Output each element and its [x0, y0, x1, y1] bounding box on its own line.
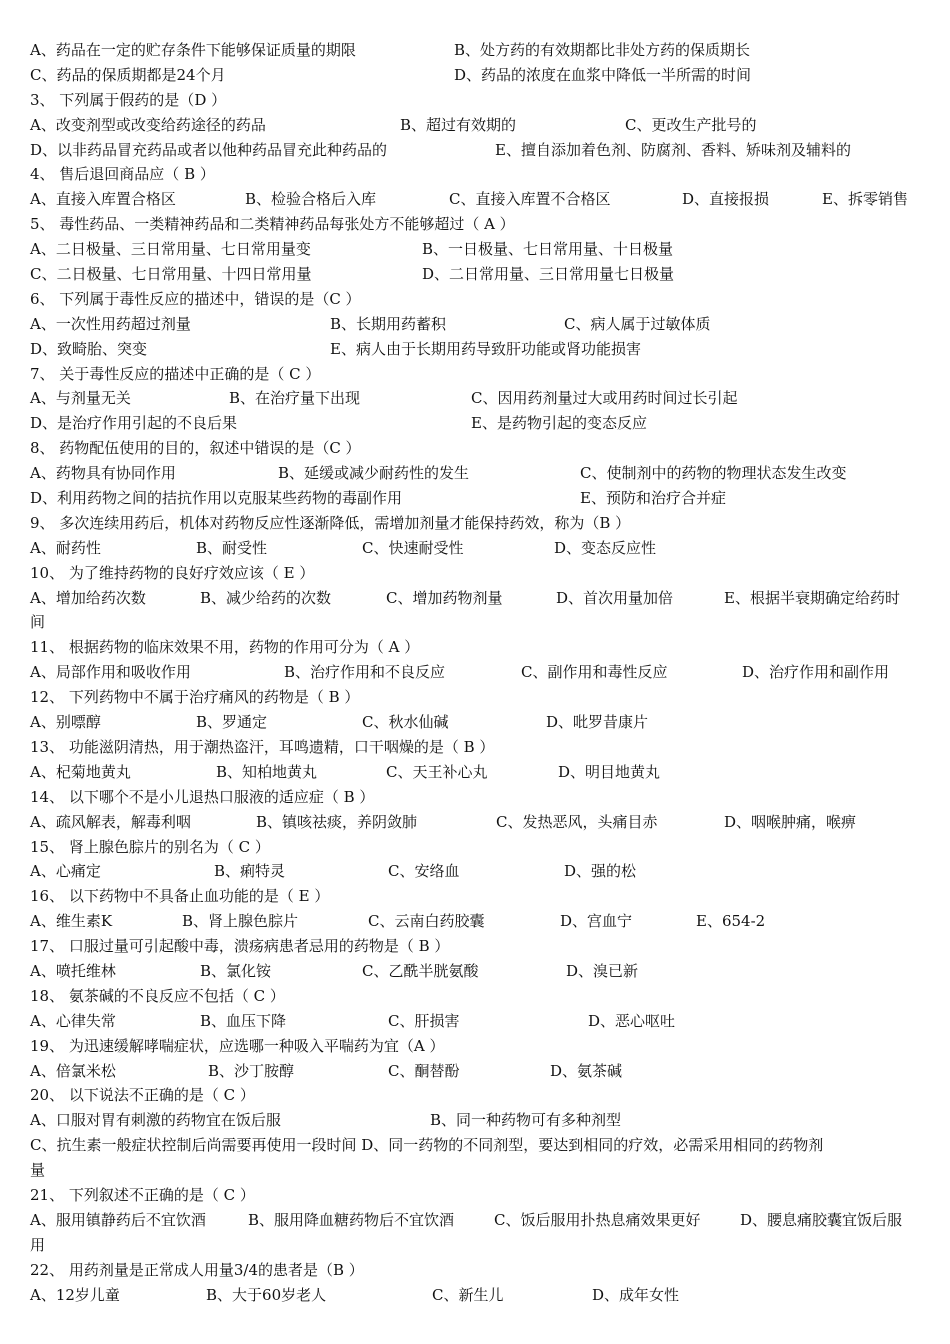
text-segment: A、改变剂型或改变给药途径的药品	[30, 115, 266, 134]
text-segment: C、新生儿	[432, 1285, 504, 1304]
text-line	[30, 1034, 922, 1059]
text-line	[30, 735, 922, 760]
text-line	[30, 262, 922, 287]
text-segment: D、利用药物之间的拮抗作用以克服某些药物的毒副作用	[30, 489, 403, 508]
text-segment: B、长期用药蓄积	[330, 314, 447, 333]
text-segment: C、安络血	[388, 862, 460, 881]
text-segment: C、发热恶风，头痛目赤	[496, 812, 658, 831]
text-segment: 4、 售后退回商品应（ B ）	[30, 165, 215, 184]
text-segment: B、减少给药的次数	[200, 588, 332, 607]
text-segment: C、肝损害	[388, 1011, 460, 1030]
text-line	[30, 88, 922, 113]
text-segment: B、服用降血糖药物后不宜饮酒	[248, 1210, 455, 1229]
text-segment: C、天王补心丸	[386, 762, 488, 781]
text-segment: 13、 功能滋阴清热，用于潮热盗汗，耳鸣遗精，口干咽燥的是（ B ）	[30, 737, 495, 756]
text-line	[30, 934, 922, 959]
text-line	[30, 586, 922, 611]
text-line	[30, 1059, 922, 1084]
text-segment: A、心痛定	[30, 862, 101, 881]
text-segment: B、镇咳祛痰，养阴敛肺	[256, 812, 418, 831]
text-segment: A、药物具有协同作用	[30, 464, 176, 483]
text-line	[30, 859, 922, 884]
text-line	[30, 561, 922, 586]
text-line	[30, 884, 922, 909]
text-segment: 15、 肾上腺色腙片的别名为（ C ）	[30, 837, 270, 856]
text-segment: A、杞菊地黄丸	[30, 762, 131, 781]
text-segment: C、因用药剂量过大或用药时间过长引起	[471, 389, 738, 408]
text-segment: B、检验合格后入库	[245, 190, 377, 209]
text-segment: A、口服对胃有刺激的药物宜在饭后服	[30, 1111, 281, 1130]
text-line	[30, 486, 922, 511]
text-segment: A、与剂量无关	[30, 389, 131, 408]
text-segment: 20、 以下说法不正确的是（ C ）	[30, 1086, 255, 1105]
text-segment: D、成年女性	[592, 1285, 680, 1304]
text-line	[30, 38, 922, 63]
text-segment: A、心律失常	[30, 1011, 116, 1030]
text-segment: E、预防和治疗合并症	[580, 489, 726, 508]
text-segment: B、一日极量、七日常用量、十日极量	[422, 240, 674, 259]
text-line	[30, 337, 922, 362]
text-line	[30, 162, 922, 187]
text-line	[30, 760, 922, 785]
text-segment: 3、 下列属于假药的是（D ）	[30, 90, 227, 109]
text-segment: A、药品在一定的贮存条件下能够保证质量的期限	[30, 41, 356, 59]
text-line	[30, 835, 922, 860]
text-segment: A、二日极量、三日常用量、七日常用量变	[30, 240, 311, 259]
text-segment: C、云南白药胶囊	[368, 912, 485, 931]
text-segment: B、同一种药物可有多种剂型	[430, 1111, 622, 1130]
text-segment: D、二日常用量、三日常用量七日极量	[422, 265, 675, 284]
text-segment: D、明目地黄丸	[558, 762, 661, 781]
text-segment: D、吡罗昔康片	[546, 713, 649, 732]
text-segment: 14、 以下哪个不是小儿退热口服液的适应症（ B ）	[30, 787, 375, 806]
text-segment: E、擅自添加着色剂、防腐剂、香料、矫味剂及辅料的	[495, 140, 851, 159]
text-segment: A、增加给药次数	[30, 588, 146, 607]
text-segment: D、强的松	[564, 862, 637, 881]
text-segment: D、咽喉肿痛，喉痹	[724, 812, 857, 831]
text-segment: A、局部作用和吸收作用	[30, 663, 191, 682]
text-line	[30, 362, 922, 387]
text-line	[30, 113, 922, 138]
text-segment: D、是治疗作用引起的不良后果	[30, 414, 238, 433]
text-segment: 21、 下列叙述不正确的是（ C ）	[30, 1185, 255, 1204]
text-line	[30, 436, 922, 461]
text-segment: B、血压下降	[200, 1011, 287, 1030]
text-segment: C、直接入库置不合格区	[449, 190, 611, 209]
text-segment: 16、 以下药物中不具备止血功能的是（ E ）	[30, 887, 330, 906]
text-segment: E、病人由于长期用药导致肝功能或肾功能损害	[330, 339, 641, 358]
text-segment: C、饭后服用扑热息痛效果更好	[494, 1210, 701, 1229]
text-line	[30, 187, 922, 212]
text-line	[30, 1183, 922, 1208]
text-line	[30, 1009, 922, 1034]
text-segment: 22、 用药剂量是正常成人用量3/4的患者是（B ）	[30, 1260, 364, 1279]
text-segment: B、氯化铵	[200, 961, 272, 980]
text-segment: B、知柏地黄丸	[216, 762, 318, 781]
text-segment: 18、 氨茶碱的不良反应不包括（ C ）	[30, 986, 285, 1005]
text-segment: 8、 药物配伍使用的目的，叙述中错误的是（C ）	[30, 439, 361, 458]
text-segment: B、治疗作用和不良反应	[284, 663, 446, 682]
text-line	[30, 287, 922, 312]
text-segment: B、大于60岁老人	[206, 1285, 327, 1304]
text-segment: A、维生素K	[30, 912, 113, 931]
text-segment: C、药品的保质期都是24个月	[30, 65, 226, 84]
text-line	[30, 536, 922, 561]
text-segment: D、致畸胎、突变	[30, 339, 148, 358]
text-line	[30, 1083, 922, 1108]
text-segment: D、以非药品冒充药品或者以他种药品冒充此种药品的	[30, 140, 388, 159]
text-segment: A、耐药性	[30, 538, 101, 557]
text-segment: E、拆零销售	[822, 190, 908, 209]
text-segment: D、恶心呕吐	[588, 1011, 676, 1030]
text-segment: 6、 下列属于毒性反应的描述中，错误的是（C ）	[30, 289, 361, 308]
text-segment: B、在治疗量下出现	[229, 389, 361, 408]
text-line	[30, 660, 922, 685]
text-line	[30, 1258, 922, 1283]
text-segment: B、延缓或减少耐药性的发生	[278, 464, 470, 483]
text-line	[30, 1208, 922, 1233]
text-segment: A、别嘌醇	[30, 713, 101, 732]
text-segment: E、654-2	[696, 912, 766, 931]
text-segment: B、耐受性	[196, 538, 268, 557]
text-line	[30, 785, 922, 810]
text-segment: 19、 为迅速缓解哮喘症状，应选哪一种吸入平喘药为宜（A ）	[30, 1036, 445, 1055]
text-segment: C、乙酰半胱氨酸	[362, 961, 479, 980]
text-line	[30, 511, 922, 536]
text-line	[30, 1233, 922, 1258]
text-line	[30, 312, 922, 337]
text-segment: 11、 根据药物的临床效果不用，药物的作用可分为（ A ）	[30, 638, 420, 657]
text-line	[30, 138, 922, 163]
text-line	[30, 63, 922, 88]
text-segment: D、溴已新	[566, 961, 639, 980]
text-segment: A、直接入库置合格区	[30, 190, 176, 209]
text-segment: C、病人属于过敏体质	[564, 314, 711, 333]
text-segment: A、一次性用药超过剂量	[30, 314, 191, 333]
text-line	[30, 1283, 922, 1308]
text-segment: B、痢特灵	[214, 862, 286, 881]
text-segment: E、根据半衰期确定给药时	[724, 588, 900, 607]
text-segment: D、治疗作用和副作用	[742, 663, 890, 682]
text-segment: 量	[30, 1161, 46, 1180]
text-segment: 12、 下列药物中不属于治疗痛风的药物是（ B ）	[30, 688, 360, 707]
text-segment: C、酮替酚	[388, 1061, 460, 1080]
text-segment: D、药品的浓度在血浆中降低一半所需的时间	[454, 65, 752, 84]
text-segment: C、抗生素一般症状控制后尚需要再使用一段时间 D、同一药物的不同剂型，要达到相同的疗效，必需采用相同的药物剂	[30, 1136, 824, 1155]
text-line	[30, 237, 922, 262]
text-segment: D、腰息痛胶囊宜饭后服	[740, 1210, 903, 1229]
text-segment: 间	[30, 613, 46, 632]
text-segment: A、服用镇静药后不宜饮酒	[30, 1210, 206, 1229]
text-line	[30, 461, 922, 486]
text-segment: 5、 毒性药品、一类精神药品和二类精神药品每张处方不能够超过（ A ）	[30, 215, 515, 234]
exam-document	[30, 38, 922, 1307]
text-segment: A、疏风解表，解毒利咽	[30, 812, 191, 831]
text-line	[30, 610, 922, 635]
text-segment: 10、 为了维持药物的良好疗效应该（ E ）	[30, 563, 315, 582]
text-line	[30, 1108, 922, 1133]
text-line	[30, 984, 922, 1009]
text-segment: D、直接报损	[682, 190, 770, 209]
text-segment: 用	[30, 1235, 46, 1254]
text-segment: E、是药物引起的变态反应	[471, 414, 647, 433]
text-line	[30, 386, 922, 411]
text-segment: C、增加药物剂量	[386, 588, 503, 607]
text-segment: D、首次用量加倍	[556, 588, 674, 607]
text-segment: B、处方药的有效期都比非处方药的保质期长	[454, 41, 751, 59]
text-line	[30, 411, 922, 436]
text-line	[30, 810, 922, 835]
text-segment: C、使制剂中的药物的物理状态发生改变	[580, 464, 847, 483]
text-line	[30, 212, 922, 237]
text-line	[30, 959, 922, 984]
text-segment: D、宫血宁	[560, 912, 633, 931]
text-segment: D、氨茶碱	[550, 1061, 623, 1080]
text-segment: C、副作用和毒性反应	[521, 663, 668, 682]
text-segment: A、喷托维林	[30, 961, 116, 980]
text-segment: 9、 多次连续用药后，机体对药物反应性逐渐降低，需增加剂量才能保持药效，称为（B ）	[30, 513, 631, 532]
text-segment: B、肾上腺色腙片	[182, 912, 299, 931]
text-line	[30, 909, 922, 934]
text-line	[30, 1158, 922, 1183]
text-line	[30, 1133, 922, 1158]
text-line	[30, 635, 922, 660]
text-segment: B、沙丁胺醇	[208, 1061, 295, 1080]
text-segment: B、罗通定	[196, 713, 268, 732]
text-segment: A、倍氯米松	[30, 1061, 116, 1080]
text-segment: C、二日极量、七日常用量、十四日常用量	[30, 265, 312, 284]
text-segment: C、更改生产批号的	[625, 115, 757, 134]
text-segment: A、12岁儿童	[30, 1285, 120, 1304]
text-segment: B、超过有效期的	[400, 115, 517, 134]
text-segment: 17、 口服过量可引起酸中毒，溃疡病患者忌用的药物是（ B ）	[30, 937, 450, 956]
text-segment: C、秋水仙碱	[362, 713, 449, 732]
text-line	[30, 685, 922, 710]
text-segment: C、快速耐受性	[362, 538, 464, 557]
text-line	[30, 710, 922, 735]
text-segment: D、变态反应性	[554, 538, 657, 557]
text-segment: 7、 关于毒性反应的描述中正确的是（ C ）	[30, 364, 321, 383]
